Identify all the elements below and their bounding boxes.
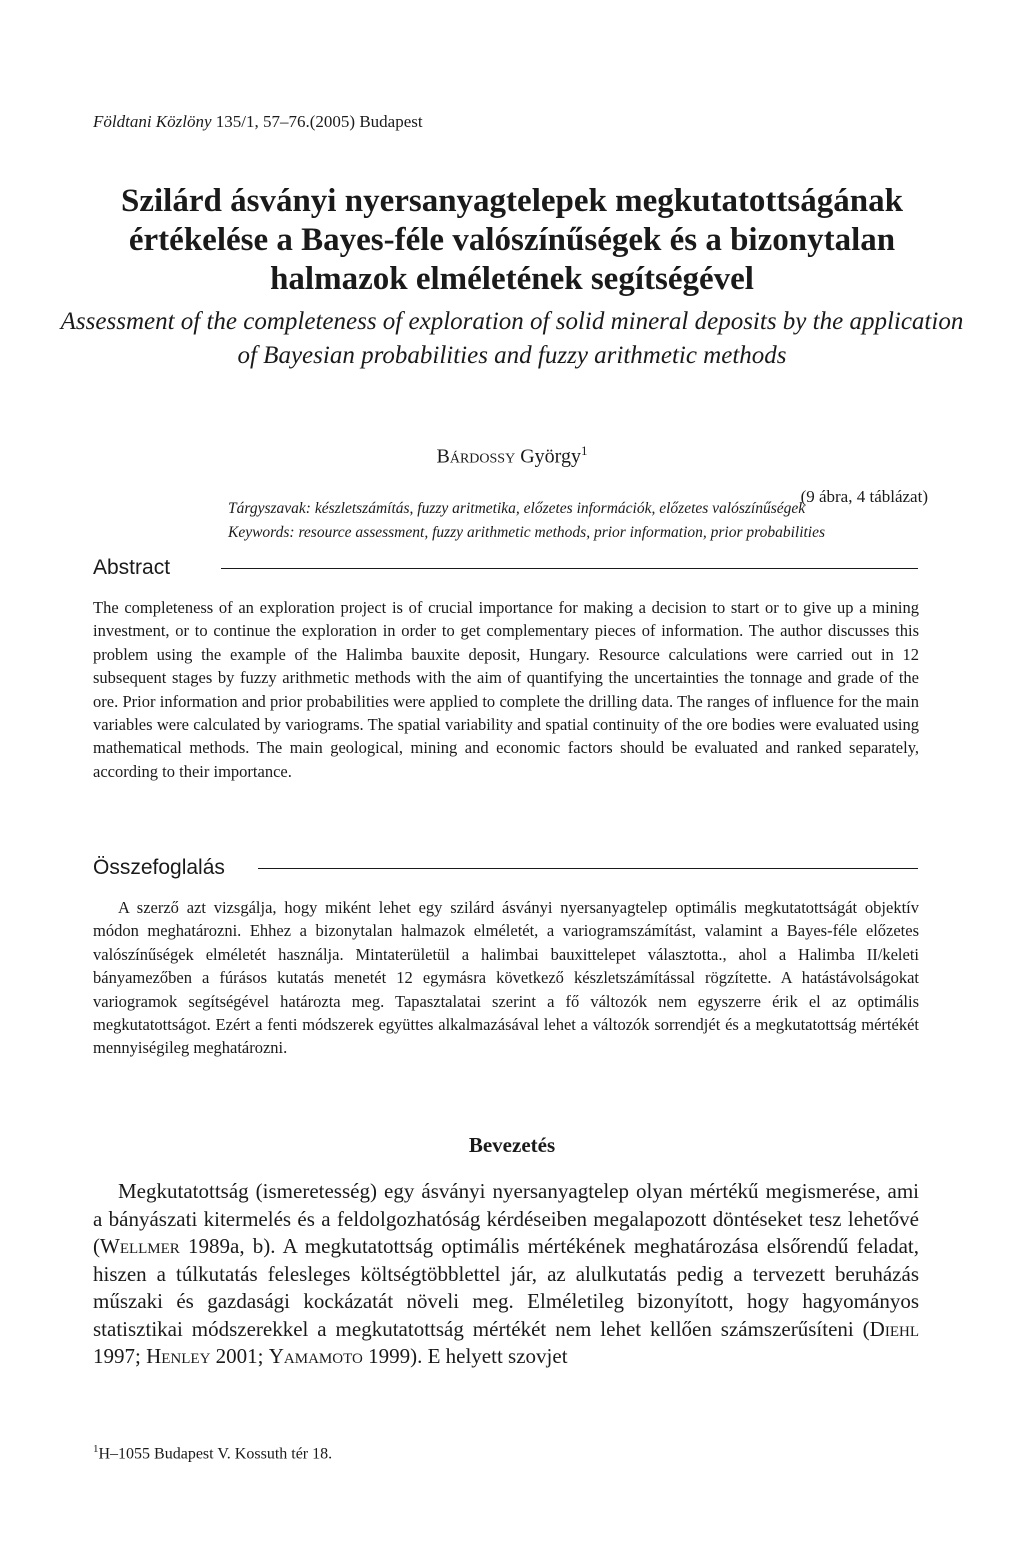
summary-text: A szerző azt vizsgálja, hogy miként lehet egy szilárd ásványi nyersanyagtelep optimális megkutatottságát objektív módon meghatározni. Ehhez a bizonytalan halmazok elméletét, a variogramszámítást, valamint a Bayes-féle előzetes valószínűségek elméletét használja. Mintaterületül a halimbai bauxittelepet választotta., ahol a Halimba II/keleti bányamezőben a fúrásos kutatás menetét 12 egymásra következő készletszámítással rögzítette. A hatástávolságokat variogramok segítségével határozta meg. Tapasztalatai szerint a fő változók nem egyszerre érik el az optimális megkutatottságot. Ezért a fenti módszerek együttes alkalmazásával lehet a változók sorrendjét és a megkutatottság mértékét mennyiségileg meghatározni. — [93, 898, 919, 1058]
summary-heading: Összefoglalás — [93, 856, 225, 879]
keywords-hungarian — [228, 500, 928, 518]
author-line — [0, 443, 1024, 469]
summary-divider — [258, 868, 918, 869]
citation-author-henley: Henley — [146, 1344, 211, 1368]
keywords-hu-text: készletszámítás, fuzzy aritmetika, előzetes információk, előzetes valószínűségek — [314, 500, 806, 517]
intro-text-part: 1999). E helyett szovjet — [362, 1344, 568, 1368]
footnote-text: H–1055 Budapest V. Kossuth tér 18. — [98, 1445, 333, 1463]
abstract-text: The completeness of an exploration project is of crucial importance for making a decision to start or to give up a mining investment, or to continue the exploration in order to get complementary pieces of information. The author discusses this problem using the example of the Halimba bauxite deposit, Hungary. Resource calculations were carried out in 12 subsequent stages by fuzzy arithmetic methods with the aim of quantifying the uncertainties the tonnage and grade of the ore. Prior information and prior probabilities were applied to complete the drilling data. The ranges of influence for the main variables were calculated by variograms. The spatial variability and spatial continuity of the ore bodies were evaluated using mathematical methods. The main geological, mining and economic factors should be evaluated and ranked separately, according to their importance. — [93, 598, 919, 781]
author-address-footnote — [93, 1443, 332, 1463]
journal-volume-pages: 135/1, 57–76.(2005) Budapest — [215, 112, 423, 131]
author-footnote-mark: 1 — [580, 443, 588, 458]
abstract-divider — [221, 568, 918, 569]
introduction-text — [93, 1178, 919, 1371]
figures-tables-count: (9 ábra, 4 táblázat) — [800, 487, 928, 506]
journal-name: Földtani Közlöny — [93, 112, 212, 131]
author-given-name: György — [520, 445, 581, 468]
abstract-heading: Abstract — [93, 556, 171, 579]
keywords-en-label: Keywords: — [228, 524, 295, 541]
footnote-mark: 1 — [93, 1443, 99, 1455]
citation-author-yamamoto: Yamamoto — [268, 1344, 363, 1368]
introduction-heading: Bevezetés — [468, 1133, 556, 1157]
journal-citation — [93, 112, 423, 132]
keywords-en-text: resource assessment, fuzzy arithmetic methods, prior information, prior probabilities — [298, 524, 826, 541]
keywords-hu-label: Tárgyszavak: — [228, 500, 311, 517]
citation-author-diehl: Diehl — [869, 1316, 919, 1341]
intro-text-part: 2001; — [210, 1344, 269, 1368]
keywords-english — [228, 524, 928, 542]
intro-text-part: 1989a, b). A megkutatottság optimális mértékének meghatározása elsőrendű feladat, hiszen a túlkutatás felesleges költségtöbblettel jár, az alulkutatás pedig a tervezett beruházás műszaki és gazdasági kockázatát növeli meg. Elméletileg bizonyított, hogy hagyományos statisztikai módszerekkel a megkutatottság mértékét nem lehet kellően számszerűsíteni ( — [93, 1234, 919, 1341]
intro-text-part: Megkutatottság (ismeretesség) egy ásványi nyersanyagtelep olyan mértékű megismerése, ami a bányászati kitermelés és a feldolgozhatóság kérdéseiben megalapozott döntéseket tesz lehetővé ( — [93, 1179, 919, 1258]
paper-subtitle-english: Assessment of the completeness of exploration of solid mineral deposits by the application of Bayesian probabilities and fuzzy arithmetic methods — [60, 308, 964, 369]
citation-author-wellmer: Wellmer — [100, 1234, 180, 1258]
author-surname: Bárdossy — [436, 445, 516, 468]
intro-text-part: 1997; — [93, 1344, 147, 1368]
paper-title: Szilárd ásványi nyersanyagtelepek megkutatottságának értékelése a Bayes-féle valószínűségek és a bizonytalan halmazok elméletének segítségével — [121, 183, 903, 297]
